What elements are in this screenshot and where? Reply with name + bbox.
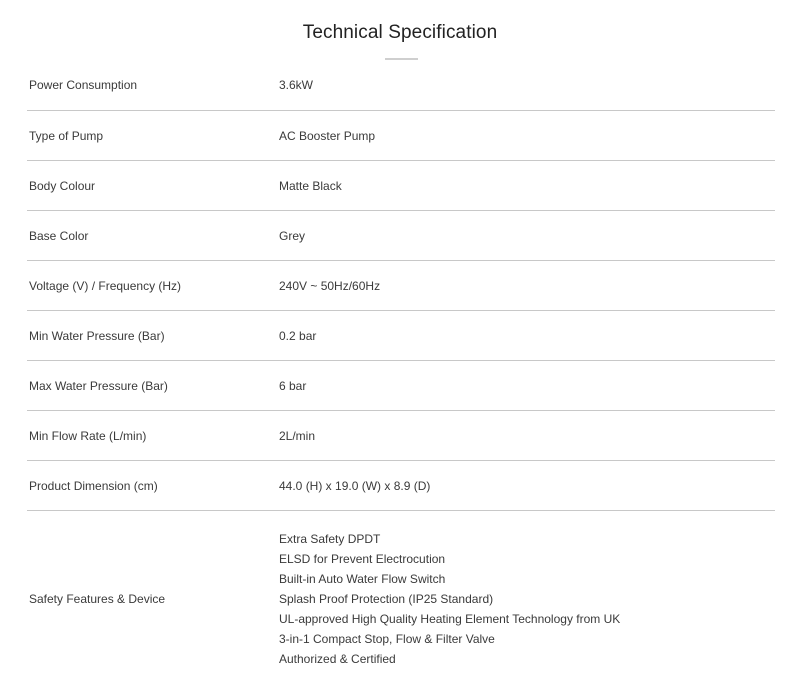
spec-label: Base Color [29,228,89,243]
spec-value: Grey [279,228,306,243]
spec-label: Max Water Pressure (Bar) [29,378,168,393]
spec-row-product-dimension [27,461,775,511]
list-item: UL-approved High Quality Heating Element Technology from UK [279,612,621,626]
list-item: Splash Proof Protection (IP25 Standard) [279,592,494,606]
spec-label: Safety Features & Device [29,592,166,606]
spec-value: 3.6kW [279,78,314,92]
spec-row-safety-features [27,511,775,687]
spec-row-min-water-pressure [27,311,775,361]
list-item: Extra Safety DPDT [279,532,381,546]
spec-label: Body Colour [29,178,96,193]
spec-value: 2L/min [279,428,316,443]
spec-row-body-colour [27,161,775,211]
spec-value: 44.0 (H) x 19.0 (W) x 8.9 (D) [279,478,431,493]
spec-value: Matte Black [279,178,342,193]
spec-label: Min Water Pressure (Bar) [29,328,165,343]
spec-label: Power Consumption [29,78,138,92]
spec-value: AC Booster Pump [279,128,376,143]
list-item: Built-in Auto Water Flow Switch [279,572,446,586]
spec-row-voltage-frequency [27,261,775,311]
spec-label: Type of Pump [29,128,104,143]
spec-row-type-of-pump [27,111,775,161]
spec-row-min-flow-rate [27,411,775,461]
spec-row-base-color [27,211,775,261]
spec-value: 6 bar [279,378,307,393]
spec-label: Product Dimension (cm) [29,478,158,493]
list-item: Authorized & Certified [279,652,396,666]
spec-value: 240V ~ 50Hz/60Hz [279,278,381,293]
spec-value: 0.2 bar [279,328,317,343]
spec-table [27,60,775,687]
spec-label: Min Flow Rate (L/min) [29,428,147,443]
list-item: ELSD for Prevent Electrocution [279,552,446,566]
page-title: Technical Specification [302,22,498,43]
safety-features-list [279,529,620,669]
spec-row-power-consumption [27,60,775,111]
spec-label: Voltage (V) / Frequency (Hz) [29,278,182,293]
list-item: 3-in-1 Compact Stop, Flow & Filter Valve [279,632,495,646]
spec-row-max-water-pressure [27,361,775,411]
